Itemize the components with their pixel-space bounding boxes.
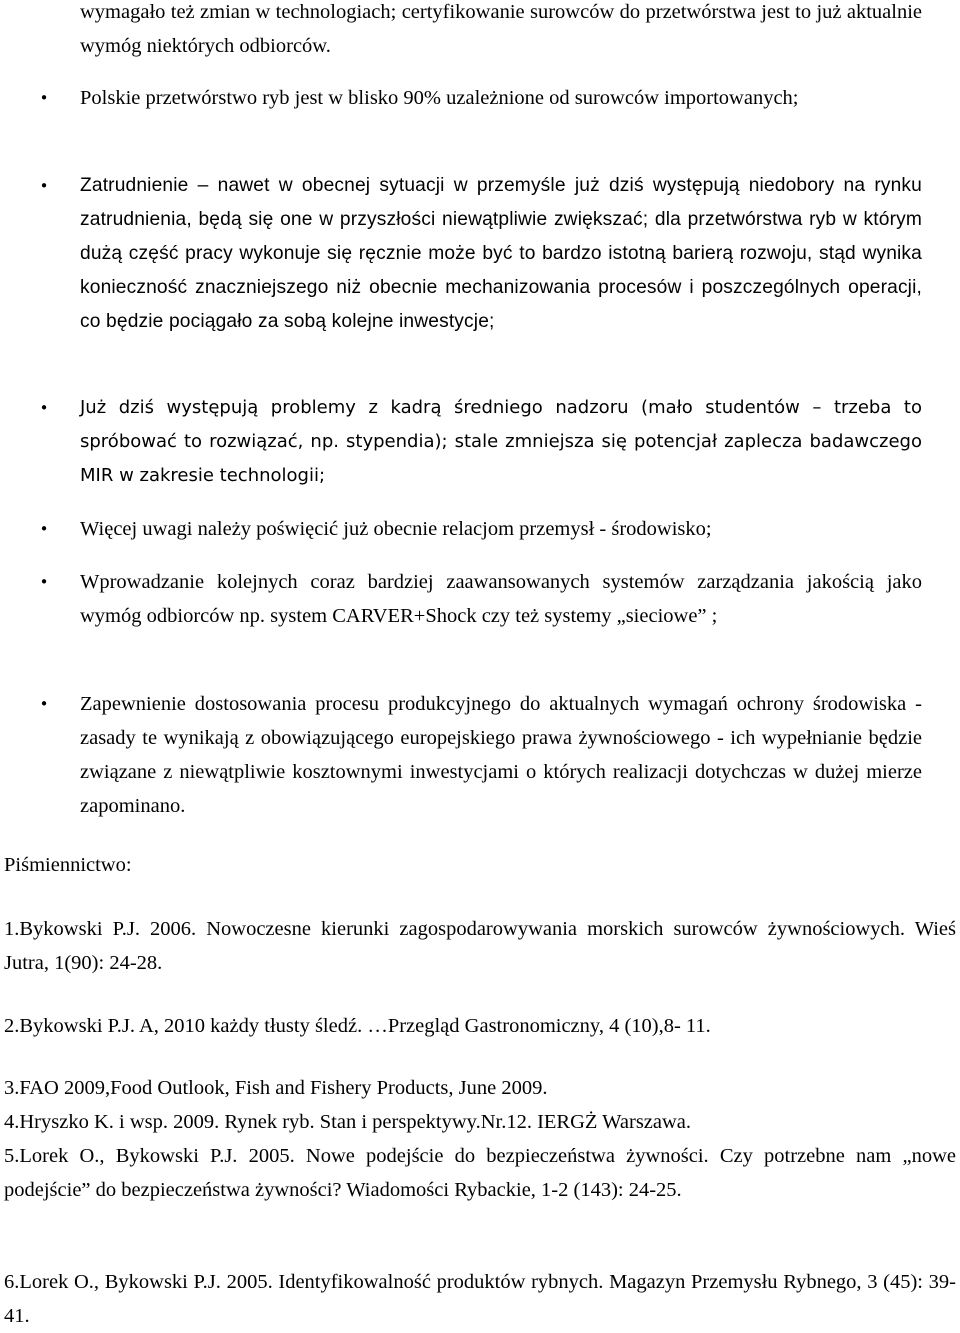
reference-item: 4.Hryszko K. i wsp. 2009. Rynek ryb. Stan i perspektywy.Nr.12. IERGŻ Warszawa. xyxy=(4,1111,692,1133)
bullet-marker: • xyxy=(39,399,49,417)
bullet-item-relations: Więcej uwagi należy poświęcić już obecnie relacjom przemysł - środowisko; xyxy=(80,518,712,540)
bullet-item-imports: Polskie przetwórstwo ryb jest w blisko 90% uzależnione od surowców importowanych; xyxy=(80,87,799,109)
bullet-marker: • xyxy=(39,520,49,538)
bullet-marker: • xyxy=(39,573,49,591)
reference-item: 6.Lorek O., Bykowski P.J. 2005. Identyfikowalność produktów rybnych. Magazyn Przemysłu Rybnego, 3 (45): 39-41. xyxy=(4,1271,956,1327)
bullet-item-environment: Zapewnienie dostosowania procesu produkcyjnego do aktualnych wymagań ochrony środowiska - zasady te wynikają z obowiązującego europejskiego prawa żywnościowego - ich wypełnianie będzie związane z niewątpliwie kosztownymi inwestycjami o których realizacji dotychczas w dużej mierze zapominano. xyxy=(80,693,922,817)
bullet-marker: • xyxy=(39,177,49,195)
continuation-paragraph: wymagało też zmian w technologiach; certyfikowanie surowców do przetwórstwa jest to już aktualnie wymóg niektórych odbiorców. xyxy=(80,1,922,57)
bullet-marker: • xyxy=(39,695,49,713)
reference-item: 5.Lorek O., Bykowski P.J. 2005. Nowe podejście do bezpieczeństwa żywności. Czy potrzebne nam „nowe podejście” do bezpieczeństwa żywności? Wiadomości Rybackie, 1-2 (143): 24-25. xyxy=(4,1145,956,1201)
bullet-marker: • xyxy=(39,89,49,107)
reference-item: 2.Bykowski P.J. A, 2010 każdy tłusty śledź. …Przegląd Gastronomiczny, 4 (10),8- 11. xyxy=(4,1015,711,1037)
bullet-item-quality-systems: Wprowadzanie kolejnych coraz bardziej zaawansowanych systemów zarządzania jakością jako wymóg odbiorców np. system CARVER+Shock czy też systemy „sieciowe” ; xyxy=(80,571,922,627)
references-heading: Piśmiennictwo: xyxy=(4,854,132,876)
reference-item: 1.Bykowski P.J. 2006. Nowoczesne kierunki zagospodarowywania morskich surowców żywnościowych. Wieś Jutra, 1(90): 24-28. xyxy=(4,918,956,974)
reference-item: 3.FAO 2009,Food Outlook, Fish and Fishery Products, June 2009. xyxy=(4,1077,548,1099)
bullet-item-staff: Już dziś występują problemy z kadrą średniego nadzoru (mało studentów – trzeba to spróbować to rozwiązać, np. stypendia); stale zmniejsza się potencjał zaplecza badawczego MIR w zakresie technologii; xyxy=(80,397,922,486)
bullet-item-employment: Zatrudnienie – nawet w obecnej sytuacji w przemyśle już dziś występują niedobory na rynku zatrudnienia, będą się one w przyszłości niewątpliwie zwiększać; dla przetwórstwa ryb w którym dużą część pracy wykonuje się ręcznie może być to bardzo istotną barierą rozwoju, stąd wynika konieczność znaczniejszego niż obecnie mechanizowania procesów i poszczególnych operacji, co będzie pociągało za sobą kolejne inwestycje; xyxy=(80,175,922,332)
